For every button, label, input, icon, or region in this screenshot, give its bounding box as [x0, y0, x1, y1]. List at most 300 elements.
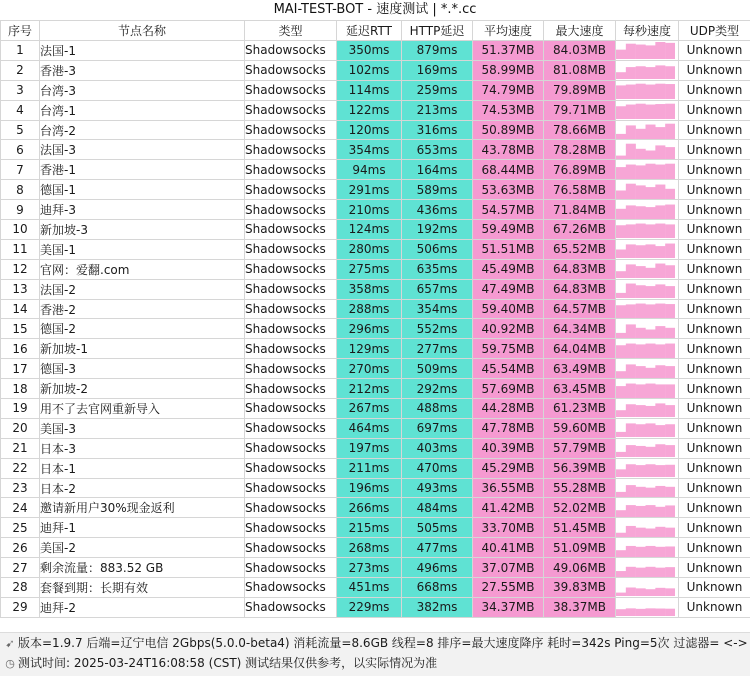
cell-type: Shadowsocks: [245, 200, 337, 220]
cell-index: 20: [1, 418, 40, 438]
cell-node-name: 迪拜-1: [40, 518, 245, 538]
cell-http-latency: 484ms: [402, 498, 473, 518]
cell-per-second-speed: [616, 60, 679, 80]
cell-max-speed: 55.28MB: [544, 478, 616, 498]
col-header-per-second-speed[interactable]: 每秒速度: [616, 21, 679, 41]
cell-node-name: 迪拜-3: [40, 200, 245, 220]
speed-bar: [655, 246, 665, 258]
cell-type: Shadowsocks: [245, 518, 337, 538]
speed-sparkline: [616, 121, 675, 139]
speed-bar: [626, 225, 636, 239]
speed-bar: [626, 324, 636, 338]
speed-bar: [616, 190, 626, 199]
table-row[interactable]: [1, 478, 750, 498]
cell-udp-type: Unknown: [679, 200, 750, 220]
cell-avg-speed: 43.78MB: [473, 140, 544, 160]
cell-udp-type: Unknown: [679, 558, 750, 578]
col-header-avg-speed[interactable]: 平均速度: [473, 21, 544, 41]
cell-per-second-speed: [616, 538, 679, 558]
speed-bar: [626, 383, 636, 397]
cell-avg-speed: 47.78MB: [473, 418, 544, 438]
speed-sparkline: [616, 380, 675, 398]
cell-rtt: 350ms: [337, 41, 402, 61]
cell-udp-type: Unknown: [679, 299, 750, 319]
speed-bar: [636, 425, 646, 438]
speed-sparkline: [616, 240, 675, 258]
cell-type: Shadowsocks: [245, 120, 337, 140]
table-row[interactable]: [1, 160, 750, 180]
cell-max-speed: 64.83MB: [544, 279, 616, 299]
cell-per-second-speed: [616, 41, 679, 61]
cell-type: Shadowsocks: [245, 379, 337, 399]
cell-type: Shadowsocks: [245, 578, 337, 598]
speed-sparkline: [616, 280, 675, 298]
cell-per-second-speed: [616, 558, 679, 578]
table-row[interactable]: [1, 578, 750, 598]
speed-bar: [646, 125, 656, 139]
cell-http-latency: 496ms: [402, 558, 473, 578]
cell-index: 8: [1, 180, 40, 200]
speed-bar: [655, 425, 665, 437]
speed-bar: [636, 609, 646, 616]
speed-bar: [665, 188, 675, 198]
cell-node-name: 台湾-2: [40, 120, 245, 140]
cell-http-latency: 668ms: [402, 578, 473, 598]
cell-max-speed: 71.84MB: [544, 200, 616, 220]
cell-udp-type: Unknown: [679, 100, 750, 120]
cell-max-speed: 65.52MB: [544, 239, 616, 259]
speed-bar: [646, 546, 656, 557]
cell-type: Shadowsocks: [245, 359, 337, 379]
cell-type: Shadowsocks: [245, 41, 337, 61]
speed-sparkline: [616, 419, 675, 437]
speed-bar: [616, 550, 626, 557]
footer-summary-text: 版本=1.9.7 后端=辽宁电信 2Gbps(5.0.0-beta4) 消耗流量=8.6GB 线程=8 排序=最大速度降序 耗时=342s Ping=5次 过滤器= <->: [18, 636, 748, 650]
cell-max-speed: 63.49MB: [544, 359, 616, 379]
cell-node-name: 日本-2: [40, 478, 245, 498]
cell-per-second-speed: [616, 120, 679, 140]
cell-index: 2: [1, 60, 40, 80]
speed-bar: [655, 445, 665, 458]
speed-bar: [655, 145, 665, 159]
table-row[interactable]: [1, 498, 750, 518]
cell-http-latency: 259ms: [402, 80, 473, 100]
col-header-max-speed[interactable]: 最大速度: [544, 21, 616, 41]
col-header-type[interactable]: 类型: [245, 21, 337, 41]
cell-per-second-speed: [616, 279, 679, 299]
speed-bar: [626, 485, 636, 497]
cell-udp-type: Unknown: [679, 379, 750, 399]
speed-bar: [616, 593, 626, 596]
footer-time-text: 测试时间: 2025-03-24T16:08:58 (CST) 测试结果仅供参考，以实际情况为准: [18, 656, 437, 670]
speed-bar: [616, 371, 626, 378]
table-row[interactable]: [1, 399, 750, 419]
cell-per-second-speed: [616, 80, 679, 100]
speed-bar: [636, 165, 646, 179]
cell-per-second-speed: [616, 359, 679, 379]
table-row[interactable]: [1, 518, 750, 538]
speed-bar: [665, 244, 675, 258]
speed-bar: [665, 343, 675, 357]
cell-max-speed: 61.23MB: [544, 399, 616, 419]
cell-type: Shadowsocks: [245, 498, 337, 518]
cell-avg-speed: 37.07MB: [473, 558, 544, 578]
speed-bar: [636, 567, 646, 576]
speed-bar: [646, 406, 656, 417]
speed-bar: [616, 452, 626, 457]
cell-per-second-speed: [616, 418, 679, 438]
cell-http-latency: 354ms: [402, 299, 473, 319]
table-row[interactable]: [1, 558, 750, 578]
speed-bar: [616, 333, 626, 338]
cell-udp-type: Unknown: [679, 60, 750, 80]
cell-rtt: 129ms: [337, 339, 402, 359]
speed-bar: [636, 547, 646, 557]
speed-bar: [665, 366, 675, 378]
cell-rtt: 114ms: [337, 80, 402, 100]
speed-bar: [636, 406, 646, 418]
cell-type: Shadowsocks: [245, 418, 337, 438]
cell-rtt: 196ms: [337, 478, 402, 498]
cell-node-name: 日本-1: [40, 458, 245, 478]
col-header-http-latency[interactable]: HTTP延迟: [402, 21, 473, 41]
table-row[interactable]: [1, 220, 750, 240]
speed-bar: [626, 265, 636, 279]
cell-rtt: 266ms: [337, 498, 402, 518]
speed-bar: [655, 384, 665, 398]
speed-bar: [616, 293, 626, 298]
cell-rtt: 211ms: [337, 458, 402, 478]
speed-bar: [636, 344, 646, 358]
speed-bar: [626, 464, 636, 477]
cell-rtt: 124ms: [337, 220, 402, 240]
speed-sparkline: [616, 340, 675, 358]
speed-sparkline: [616, 61, 675, 79]
speed-bar: [655, 547, 665, 557]
speed-bar: [626, 44, 636, 59]
table-row[interactable]: [1, 438, 750, 458]
speed-bar: [655, 164, 665, 178]
speed-bar: [626, 566, 636, 576]
speed-bar: [655, 205, 665, 219]
cell-per-second-speed: [616, 299, 679, 319]
cell-avg-speed: 34.37MB: [473, 597, 544, 617]
table-row[interactable]: [1, 239, 750, 259]
cell-index: 15: [1, 319, 40, 339]
cell-node-name: 台湾-1: [40, 100, 245, 120]
cell-avg-speed: 45.49MB: [473, 259, 544, 279]
cell-per-second-speed: [616, 220, 679, 240]
cell-node-name: 德国-2: [40, 319, 245, 339]
speed-bar: [646, 268, 656, 278]
speed-bar: [665, 328, 675, 338]
speed-bar: [646, 245, 656, 259]
table-row[interactable]: [1, 538, 750, 558]
speed-sparkline: [616, 260, 675, 278]
speed-bar: [665, 425, 675, 438]
cell-node-name: 香港-1: [40, 160, 245, 180]
speed-bar: [636, 185, 646, 199]
cell-per-second-speed: [616, 200, 679, 220]
cell-avg-speed: 44.28MB: [473, 399, 544, 419]
speed-bar: [636, 487, 646, 497]
speed-bar: [616, 271, 626, 278]
cell-index: 18: [1, 379, 40, 399]
cell-type: Shadowsocks: [245, 319, 337, 339]
cell-node-name: 德国-3: [40, 359, 245, 379]
speed-test-table: [0, 20, 750, 618]
cell-udp-type: Unknown: [679, 259, 750, 279]
speed-bar: [626, 105, 636, 119]
speed-bar: [665, 225, 675, 239]
cell-rtt: 280ms: [337, 239, 402, 259]
cell-node-name: 新加坡-2: [40, 379, 245, 399]
cell-index: 10: [1, 220, 40, 240]
speed-bar: [636, 129, 646, 139]
cell-rtt: 358ms: [337, 279, 402, 299]
cell-avg-speed: 47.49MB: [473, 279, 544, 299]
cell-http-latency: 635ms: [402, 259, 473, 279]
cell-max-speed: 64.57MB: [544, 299, 616, 319]
speed-bar: [665, 163, 675, 178]
clock-icon: ◷: [4, 654, 16, 673]
table-row[interactable]: [1, 180, 750, 200]
speed-bar: [616, 386, 626, 398]
speed-bar: [665, 84, 675, 99]
table-row[interactable]: [1, 120, 750, 140]
col-header-index[interactable]: 序号: [1, 21, 40, 41]
cell-rtt: 273ms: [337, 558, 402, 578]
speed-bar: [665, 546, 675, 557]
speed-bar: [655, 507, 665, 517]
speed-bar: [665, 384, 675, 398]
rocket-icon: ➹: [4, 634, 16, 653]
cell-udp-type: Unknown: [679, 220, 750, 240]
cell-udp-type: Unknown: [679, 518, 750, 538]
cell-max-speed: 84.03MB: [544, 41, 616, 61]
cell-index: 14: [1, 299, 40, 319]
speed-sparkline: [616, 519, 675, 537]
cell-type: Shadowsocks: [245, 538, 337, 558]
cell-http-latency: 589ms: [402, 180, 473, 200]
speed-bar: [616, 226, 626, 239]
table-row[interactable]: [1, 100, 750, 120]
cell-udp-type: Unknown: [679, 399, 750, 419]
cell-index: 7: [1, 160, 40, 180]
cell-rtt: 210ms: [337, 200, 402, 220]
cell-node-name: 新加坡-1: [40, 339, 245, 359]
cell-type: Shadowsocks: [245, 339, 337, 359]
cell-avg-speed: 57.69MB: [473, 379, 544, 399]
cell-http-latency: 552ms: [402, 319, 473, 339]
speed-bar: [665, 124, 675, 139]
speed-bar: [665, 304, 675, 318]
speed-sparkline: [616, 479, 675, 497]
table-row[interactable]: [1, 319, 750, 339]
speed-bar: [655, 104, 665, 119]
speed-bar: [636, 506, 646, 517]
cell-node-name: 德国-1: [40, 180, 245, 200]
speed-bar: [655, 527, 665, 537]
cell-http-latency: 316ms: [402, 120, 473, 140]
cell-index: 27: [1, 558, 40, 578]
speed-bar: [665, 589, 675, 597]
speed-bar: [646, 85, 656, 99]
cell-type: Shadowsocks: [245, 458, 337, 478]
speed-bar: [626, 505, 636, 517]
cell-per-second-speed: [616, 180, 679, 200]
speed-bar: [616, 469, 626, 477]
table-row[interactable]: [1, 339, 750, 359]
cell-type: Shadowsocks: [245, 299, 337, 319]
speed-bar: [636, 149, 646, 159]
table-header: [1, 21, 750, 41]
cell-max-speed: 64.34MB: [544, 319, 616, 339]
cell-udp-type: Unknown: [679, 478, 750, 498]
speed-bar: [655, 486, 665, 497]
cell-max-speed: 59.60MB: [544, 418, 616, 438]
cell-max-speed: 78.66MB: [544, 120, 616, 140]
cell-index: 28: [1, 578, 40, 598]
cell-rtt: 122ms: [337, 100, 402, 120]
cell-node-name: 迪拜-2: [40, 597, 245, 617]
speed-bar: [655, 465, 665, 477]
cell-http-latency: 488ms: [402, 399, 473, 419]
cell-rtt: 229ms: [337, 597, 402, 617]
cell-index: 19: [1, 399, 40, 419]
cell-http-latency: 653ms: [402, 140, 473, 160]
col-header-udp-type[interactable]: UDP类型: [679, 21, 750, 41]
cell-node-name: 官网：爱翻.com: [40, 259, 245, 279]
cell-per-second-speed: [616, 140, 679, 160]
table-row[interactable]: [1, 200, 750, 220]
table-row[interactable]: [1, 359, 750, 379]
cell-per-second-speed: [616, 597, 679, 617]
cell-max-speed: 81.08MB: [544, 60, 616, 80]
speed-sparkline: [616, 141, 675, 159]
cell-rtt: 275ms: [337, 259, 402, 279]
cell-type: Shadowsocks: [245, 259, 337, 279]
speed-bar: [626, 144, 636, 159]
cell-node-name: 日本-3: [40, 438, 245, 458]
cell-index: 13: [1, 279, 40, 299]
speed-bar: [646, 67, 656, 79]
speed-bar: [626, 205, 636, 219]
cell-http-latency: 382ms: [402, 597, 473, 617]
cell-per-second-speed: [616, 160, 679, 180]
table-row[interactable]: [1, 140, 750, 160]
cell-avg-speed: 45.54MB: [473, 359, 544, 379]
cell-type: Shadowsocks: [245, 220, 337, 240]
speed-bar: [655, 344, 665, 358]
cell-http-latency: 436ms: [402, 200, 473, 220]
speed-bar: [636, 104, 646, 119]
table-row[interactable]: [1, 299, 750, 319]
speed-sparkline: [616, 459, 675, 477]
cell-udp-type: Unknown: [679, 319, 750, 339]
table-row[interactable]: [1, 60, 750, 80]
cell-udp-type: Unknown: [679, 120, 750, 140]
cell-avg-speed: 54.57MB: [473, 200, 544, 220]
speed-bar: [626, 125, 636, 139]
cell-type: Shadowsocks: [245, 279, 337, 299]
speed-bar: [646, 464, 656, 477]
table-row[interactable]: [1, 279, 750, 299]
speed-bar: [646, 566, 656, 576]
speed-bar: [646, 105, 656, 119]
speed-bar: [646, 383, 656, 397]
cell-node-name: 法国-1: [40, 41, 245, 61]
speed-sparkline: [616, 320, 675, 338]
speed-bar: [665, 43, 675, 59]
table-row[interactable]: [1, 418, 750, 438]
speed-bar: [646, 609, 656, 617]
speed-sparkline: [616, 539, 675, 557]
col-header-rtt[interactable]: 延迟RTT: [337, 21, 402, 41]
cell-node-name: 剩余流量：883.52 GB: [40, 558, 245, 578]
cell-max-speed: 64.83MB: [544, 259, 616, 279]
cell-http-latency: 213ms: [402, 100, 473, 120]
cell-http-latency: 879ms: [402, 41, 473, 61]
cell-udp-type: Unknown: [679, 180, 750, 200]
cell-node-name: 法国-2: [40, 279, 245, 299]
speed-bar: [636, 224, 646, 238]
cell-index: 17: [1, 359, 40, 379]
cell-index: 29: [1, 597, 40, 617]
speed-bar: [626, 424, 636, 438]
table-row[interactable]: [1, 379, 750, 399]
speed-bar: [646, 46, 656, 60]
cell-avg-speed: 40.41MB: [473, 538, 544, 558]
cell-avg-speed: 51.37MB: [473, 41, 544, 61]
table-row[interactable]: [1, 597, 750, 617]
cell-max-speed: 79.89MB: [544, 80, 616, 100]
table-row[interactable]: [1, 259, 750, 279]
cell-rtt: 268ms: [337, 538, 402, 558]
cell-max-speed: 63.45MB: [544, 379, 616, 399]
cell-type: Shadowsocks: [245, 100, 337, 120]
speed-bar: [646, 343, 656, 357]
cell-avg-speed: 50.89MB: [473, 120, 544, 140]
speed-bar: [655, 285, 665, 299]
speed-bar: [626, 245, 636, 259]
cell-node-name: 香港-3: [40, 60, 245, 80]
cell-per-second-speed: [616, 478, 679, 498]
table-row[interactable]: [1, 458, 750, 478]
cell-udp-type: Unknown: [679, 498, 750, 518]
speed-bar: [646, 488, 656, 497]
table-row[interactable]: [1, 80, 750, 100]
cell-per-second-speed: [616, 319, 679, 339]
speed-sparkline: [616, 81, 675, 99]
table-row[interactable]: [1, 41, 750, 61]
col-header-node-name[interactable]: 节点名称: [40, 21, 245, 41]
cell-per-second-speed: [616, 339, 679, 359]
speed-sparkline: [616, 360, 675, 378]
speed-bar: [646, 505, 656, 517]
speed-sparkline: [616, 41, 675, 59]
speed-bar: [655, 42, 665, 59]
speed-bar: [616, 106, 626, 119]
speed-bar: [616, 167, 626, 179]
cell-per-second-speed: [616, 399, 679, 419]
cell-index: 4: [1, 100, 40, 120]
speed-sparkline: [616, 559, 675, 577]
cell-max-speed: 57.79MB: [544, 438, 616, 458]
cell-udp-type: Unknown: [679, 578, 750, 598]
speed-bar: [655, 127, 665, 139]
cell-udp-type: Unknown: [679, 140, 750, 160]
